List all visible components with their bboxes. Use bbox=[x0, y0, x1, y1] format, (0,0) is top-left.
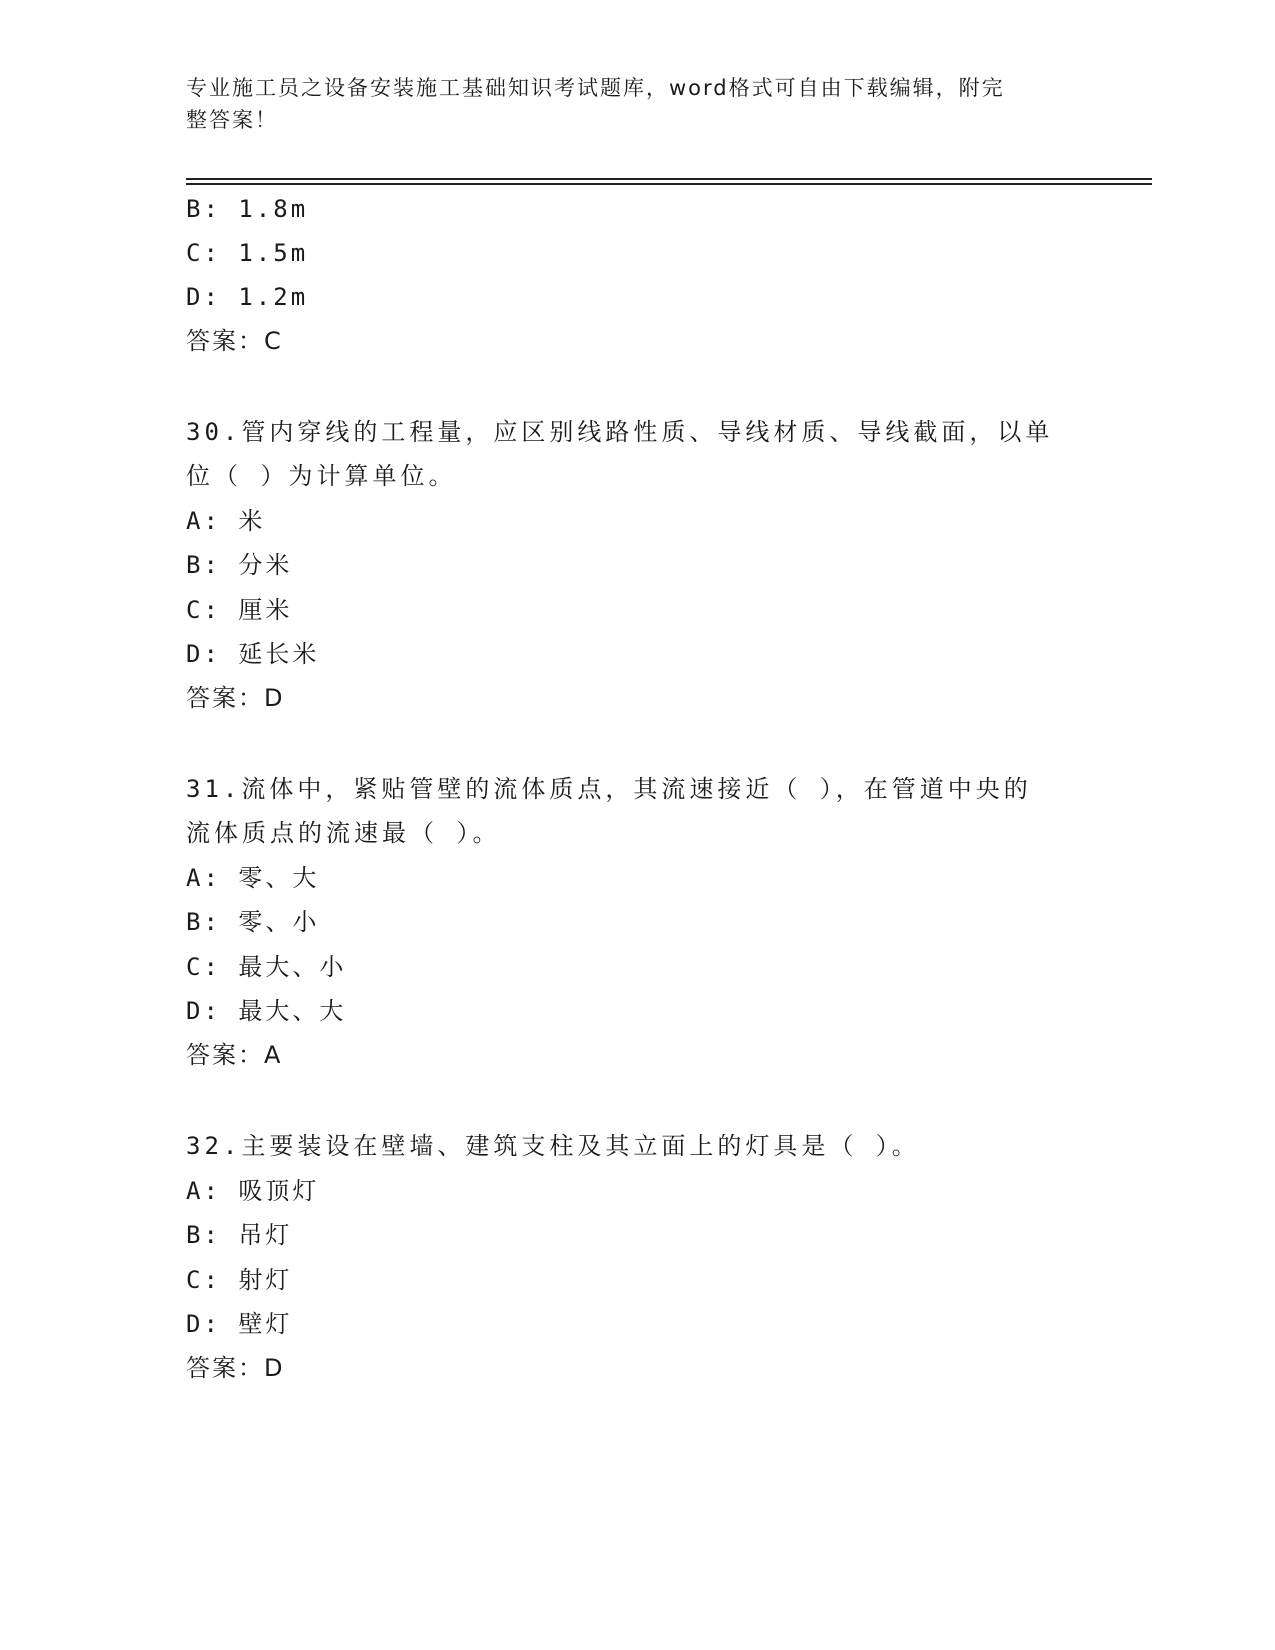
document-header bbox=[186, 72, 1066, 136]
option-c: C: 1.5m bbox=[186, 239, 309, 267]
answer: 答案：A bbox=[186, 1041, 283, 1069]
option-a: A: 吸顶灯 bbox=[186, 1177, 320, 1205]
header-divider-top bbox=[186, 178, 1152, 180]
question-stem-line-1: 32.主要装设在壁墙、建筑支柱及其立面上的灯具是（ ）。 bbox=[186, 1132, 920, 1160]
question-stem-line-2: 位（ ）为计算单位。 bbox=[186, 462, 457, 490]
header-line-2: 整答案！ bbox=[186, 108, 278, 132]
option-d: D: 1.2m bbox=[186, 283, 309, 311]
header-line-1: 专业施工员之设备安装施工基础知识考试题库，word格式可自由下载编辑，附完 bbox=[186, 76, 1005, 100]
option-c: C: 射灯 bbox=[186, 1266, 293, 1294]
option-a: A: 零、大 bbox=[186, 864, 320, 892]
option-b: B: 分米 bbox=[186, 551, 293, 579]
option-c: C: 厘米 bbox=[186, 596, 293, 624]
question-stem-line-2: 流体质点的流速最（ ）。 bbox=[186, 819, 501, 847]
option-b: B: 零、小 bbox=[186, 908, 320, 936]
answer: 答案：D bbox=[186, 684, 285, 712]
option-c: C: 最大、小 bbox=[186, 953, 347, 981]
answer: 答案：D bbox=[186, 1354, 285, 1382]
option-a: A: 米 bbox=[186, 507, 266, 535]
option-d: D: 最大、大 bbox=[186, 997, 347, 1025]
answer: 答案：C bbox=[186, 327, 283, 355]
option-d: D: 延长米 bbox=[186, 640, 320, 668]
question-stem-line-1: 31.流体中，紧贴管壁的流体质点，其流速接近（ ），在管道中央的 bbox=[186, 775, 1032, 803]
option-b: B: 1.8m bbox=[186, 195, 309, 223]
question-stem-line-1: 30.管内穿线的工程量，应区别线路性质、导线材质、导线截面，以单 bbox=[186, 418, 1054, 446]
option-d: D: 壁灯 bbox=[186, 1310, 293, 1338]
option-b: B: 吊灯 bbox=[186, 1221, 293, 1249]
header-divider-bottom bbox=[186, 183, 1152, 185]
